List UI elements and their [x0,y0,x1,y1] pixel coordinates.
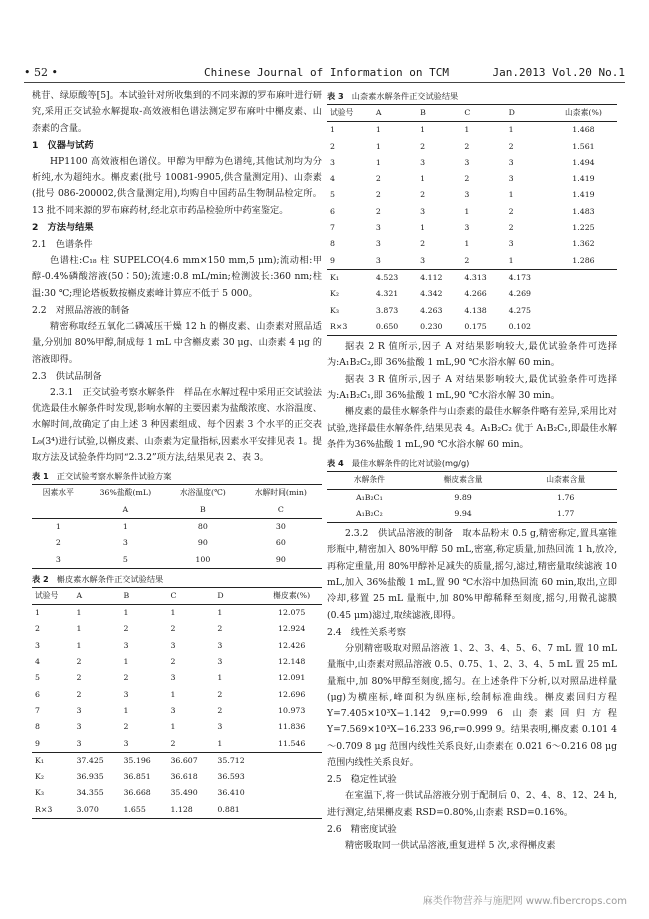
table-row [32,535,322,551]
table-cell: K₁ [327,269,373,286]
table-cell: 3 [170,673,176,683]
table-cell: 9 [330,255,335,265]
table-cell: 2 [217,705,223,715]
table-cell: 3 [508,174,514,184]
section-2-1-title: 2.1 色谱条件 [32,239,93,251]
table-cell: 3 [76,738,82,748]
table3-header: 山柰素(%) [565,108,602,117]
table2-header: A [76,590,83,600]
table-cell: 1 [464,125,470,135]
table-cell: 3 [55,554,61,564]
table-1-subheader [32,502,85,519]
table-cell: 35.490 [170,788,198,798]
table-cell: 6 [330,206,335,216]
table-cell: 1.77 [557,508,575,518]
table-4 [327,471,617,523]
table-cell: 3 [76,722,82,732]
table-cell: 1.225 [572,223,595,233]
table3-header: B [420,108,426,117]
table-cell: 5 [122,554,128,564]
table-1-subheader: C [277,504,284,514]
table-cell: 2 [76,689,82,699]
table-4-header: 槲皮素含量 [443,475,483,485]
table-cell: 2 [464,174,470,184]
table-cell: 1.362 [572,239,595,249]
table-cell: 3 [375,255,381,265]
table-cell: R×3 [330,321,348,331]
section-1-title: 1 仪器与试药 [32,139,94,151]
table-cell: 1.494 [572,157,595,167]
table-1-header: 36%盐酸(mL) [99,488,152,498]
table-cell: 4.138 [464,305,487,315]
table-row [327,236,617,252]
table-cell: 1 [375,141,381,151]
table-cell [550,286,617,302]
table-stat-row [32,785,322,801]
table-cell: 2 [464,141,470,151]
table-cell: 30 [275,521,286,531]
table-2 [32,587,322,819]
table-cell: 9.94 [454,508,472,518]
table-cell: 35.196 [120,752,167,769]
table-cell: 4 [35,657,40,667]
table-row [32,703,322,719]
table-cell: 10.973 [278,705,306,715]
table-cell: 3 [170,640,176,650]
table-cell: 1 [508,255,514,265]
table-cell: 12.148 [278,657,306,667]
table-1-header: 水浴温度(℃) [179,488,226,498]
table-row [32,518,322,535]
table-cell: 1 [76,640,82,650]
table-cell: 2 [217,624,223,634]
table2-header: 槲皮素(%) [273,590,311,600]
left-column [32,88,322,819]
section-2-2-paragraph: 精密称取经五氧化二磷减压干燥 12 h 的槲皮素、山柰素对照品适量,分别加 80%甲醇,制成每 1 mL 中含槲皮素 30 μg、山柰素 4 μg 的溶液即得。 [32,320,322,365]
table-2-caption [32,571,322,587]
table-cell: 1.468 [572,125,595,135]
table-cell: 1 [123,657,129,667]
table-stat-row [32,769,322,785]
table-cell: 2 [123,624,129,634]
table-cell: 3 [217,640,223,650]
table-stat-row [327,303,617,319]
table-cell: 1.483 [572,206,595,216]
table-4-caption [327,455,617,471]
table-cell: 5 [35,673,40,683]
table-cell: 0.102 [508,321,531,331]
table-cell: 2 [508,141,514,151]
table-cell: 34.355 [76,788,104,798]
table-cell: 2 [170,657,176,667]
table-cell: 1 [122,521,128,531]
table-cell: 11.836 [278,722,306,732]
table-cell: 35.712 [214,752,261,769]
table-cell: 36.668 [123,788,151,798]
table-cell: 60 [275,538,286,548]
table-cell: 2 [420,141,426,151]
table-cell: 3 [123,689,129,699]
table-cell: A₁B₂C₁ [356,492,383,502]
table-cell: 2 [123,722,129,732]
table-1-subheader: B [199,504,206,514]
table-stat-row [32,752,322,769]
table-cell: 80 [197,521,208,531]
table-cell: 0.881 [217,804,240,814]
table-1-header: 因素水平 [42,488,74,498]
table-cell: 1 [123,705,129,715]
table-cell: 1 [420,125,426,135]
table-cell: 2 [170,624,176,634]
table-cell: 12.075 [278,608,306,618]
table-3-analysis: 据表 3 R 值所示,因子 A 对结果影响较大,最优试验条件可选择为:A₁B₂C₁,即 36%盐酸 1 mL,90 ℃水浴水解 30 min。 [327,373,617,402]
table-row [327,187,617,203]
table2-header: D [217,590,224,600]
table-cell: 1 [170,608,176,618]
table-cell: 12.696 [278,689,306,699]
intro-paragraph: 桃苷、绿原酸等[5]。本试验针对所收集到的不同来源的罗布麻叶进行研究,采用正交试验水解提取-高效液相色谱法测定罗布麻叶中槲皮素、山柰素的含量。 [32,90,322,134]
running-header [24,66,625,83]
table-cell: 12.426 [278,640,306,650]
table-row [327,122,617,139]
section-2-5-paragraph: 在室温下,将一供试品溶液分别于配制后 0、2、4、8、12、24 h,进行测定,结果槲皮素 RSD=0.80%,山柰素 RSD=0.16%。 [327,790,617,818]
table-cell: 1.128 [170,804,193,814]
table-cell: 3 [35,640,40,650]
table-cell: 3.070 [76,804,99,814]
table2-header: 试验号 [35,590,59,600]
table-3-number: 表 3 [327,91,344,101]
table-cell: 7 [35,705,40,715]
table-cell: 2 [55,538,61,548]
table-cell: 90 [197,538,208,548]
table-2-number: 表 2 [32,573,49,584]
table-cell: 36.618 [170,772,198,782]
table-cell: 3 [420,255,426,265]
table-row [327,253,617,270]
table-cell: R×3 [35,804,53,814]
table-stat-row [32,802,322,819]
table-cell: 12.924 [278,624,306,634]
table-cell: 4.313 [461,269,505,286]
table-cell: 4.266 [464,289,487,299]
table-cell: 90 [275,554,286,564]
table-cell [261,769,322,785]
table-cell: 3 [464,190,470,200]
table-cell: 1 [330,125,335,135]
table-cell: 1 [375,125,381,135]
table-cell: 0.230 [420,321,443,331]
table-cell: 11.546 [278,738,306,748]
table-4-number: 表 4 [327,458,344,469]
table-row [32,638,322,654]
table-cell: 1 [464,239,470,249]
table-cell: 3.873 [375,305,399,315]
table-row [32,605,322,622]
table-cell: 4.112 [417,269,461,286]
table-cell: 2 [330,141,335,151]
table-cell: 4.321 [375,289,399,299]
section-2-4-title: 2.4 线性关系考察 [327,626,406,638]
table-cell: 3 [464,157,470,167]
table-cell: 1 [420,174,426,184]
table-cell: 1 [76,624,82,634]
table-cell: 1 [217,608,223,618]
table-stat-row [327,286,617,302]
table-cell: 36.593 [217,772,245,782]
right-column [327,88,617,854]
table-stat-row [327,269,617,286]
table-cell: 3 [420,157,426,167]
table-cell: 2 [464,255,470,265]
table-row [32,552,322,569]
table-cell: 3 [170,705,176,715]
table-cell: 2 [35,624,40,634]
table3-header: C [464,108,471,117]
table-cell: 4.342 [420,289,443,299]
table-cell: 3 [375,239,381,249]
table-cell: 1 [55,521,61,531]
table-cell: 2 [508,223,514,233]
table-cell: 5 [330,190,335,200]
table-row [32,654,322,670]
table3-header: A [375,108,382,117]
table-cell: 2 [375,190,381,200]
table-cell: 1 [170,722,176,732]
table-cell: 2 [76,657,82,667]
table-3-caption [327,88,617,104]
table-2-title: 槲皮素水解条件正交试验结果 [56,573,164,584]
table-cell: K₃ [330,305,339,315]
table-row [32,736,322,753]
table-3-title: 山柰素水解条件正交试验结果 [351,91,459,101]
table-cell [550,303,617,319]
table-cell: 1 [464,206,470,216]
table-cell: 3 [123,640,129,650]
table-row [327,506,617,523]
table2-header: B [123,590,130,600]
table-1-subheader: A [122,504,129,514]
table-1 [32,484,322,568]
table-cell: 1.419 [572,174,595,184]
table-row [32,670,322,686]
table-cell: 2 [170,738,176,748]
table-cell: 0.650 [375,321,399,331]
section-2-3-2-paragraph: 2.3.2 供试品溶液的制备 取本品粉末 0.5 g,精密称定,置具塞锥形瓶中,精密加入 80%甲醇 50 mL,密塞,称定质量,加热回流 1 h,放冷,再称定重量,用 80%甲醇补足减失的质量,摇匀,滤过,精密量取续滤液 10 mL,加入 36%盐酸 1 mL,置 90 ℃水浴中加热回流 60 min,取出,立即冷却,移置 25 mL 量瓶中,加 80%甲醇稀释至刻度,摇匀,用微孔滤膜(0.45 μm)滤过,取续滤液,即得。 [327,528,617,621]
table-cell: 4.269 [508,289,531,299]
table-cell: 2 [375,206,381,216]
section-2-3-1-paragraph: 2.3.1 正交试验考察水解条件 样品在水解过程中采用正交试验法优选最佳水解条件时发现,影响水解的主要因素为盐酸浓度、水浴温度、水解时间,故确定了由上述 3 种因素组成、每个因素 3 个水平的正交表 L₉(3⁴)进行试验,以槲皮素、山柰素为定量指标,因素水平安排见表 1。提取方法及试验条件均同“2.3.2”项方法,结果见表 2、表 3。 [32,386,322,464]
table-row [327,220,617,236]
table-cell: 3 [330,157,335,167]
table-4-header: 水解条件 [353,475,385,485]
table-cell: 3 [217,722,223,732]
journal-name: Chinese Journal of Information on TCM [204,66,450,79]
table-cell: 1 [35,608,40,618]
table-cell: 2 [375,174,381,184]
table-cell: 12.091 [278,673,306,683]
table-cell: 1.76 [557,492,575,502]
table-row [327,155,617,171]
table-cell: 2 [420,190,426,200]
table-cell [261,752,322,769]
table-cell: 3 [122,538,128,548]
table-3 [327,104,617,336]
table-row [327,489,617,506]
table-cell: 1 [123,608,129,618]
section-2-title: 2 方法与结果 [32,222,94,234]
table-cell: 9 [35,738,40,748]
table-cell: 1 [170,689,176,699]
table-cell: 1.286 [572,255,595,265]
table-cell [261,802,322,819]
table-1-title: 正交试验考察水解条件试验方案 [56,471,172,482]
table-stat-row [327,319,617,336]
table-cell: 9.89 [454,492,472,502]
table-row [32,621,322,637]
table-cell [261,785,322,801]
table-cell: 36.935 [76,772,104,782]
table-cell: 3 [508,239,514,249]
table-cell: 4 [330,174,335,184]
table-cell: 8 [330,239,335,249]
table-cell: 8 [35,722,40,732]
table-cell: 1 [508,190,514,200]
table2-header: C [170,590,177,600]
table3-header: 试验号 [330,108,354,117]
table-cell: 36.410 [217,788,245,798]
table-cell [550,319,617,336]
table-row [327,139,617,155]
table-cell: 1 [375,157,381,167]
table-row [32,719,322,735]
table-cell: K₂ [35,772,44,782]
table-cell [550,269,617,286]
table-cell: 2 [76,673,82,683]
table-cell: 1 [508,125,514,135]
table-cell: 3 [123,738,129,748]
table-cell: 1 [76,608,82,618]
table-cell: 4.173 [506,269,550,286]
table-cell: 1 [217,738,223,748]
table-cell: 2 [217,689,223,699]
section-2-2-title: 2.2 对照品溶液的制备 [32,304,130,316]
comparison-paragraph: 槲皮素的最佳水解条件与山柰素的最佳水解条件略有差异,采用比对试验,选择最佳水解条件,结果见表 4。A₁B₂C₂ 优于 A₁B₂C₁,即最佳水解条件为36%盐酸 1 mL,90 ℃水浴水解 60 min。 [327,406,617,450]
watermark: 麻类作物营养与施肥网 www.fibercrops.com [422,896,627,907]
table-cell: 4.263 [420,305,443,315]
table-cell: 7 [330,223,335,233]
table-cell: 3 [375,223,381,233]
table-cell: 1.561 [572,141,595,151]
table3-header: D [508,108,515,117]
table-cell: 36.851 [123,772,151,782]
table-cell: 3 [76,705,82,715]
table-4-header: 山柰素含量 [546,475,586,485]
table-cell: 2 [123,673,129,683]
table-1-header: 水解时间(min) [254,488,307,498]
table-cell: 37.425 [73,752,120,769]
section-1-paragraph: HP1100 高效液相色谱仪。甲醇为甲醇为色谱纯,其他试剂均为分析纯,水为超纯水。槲皮素(批号 10081-9905,供含量测定用)、山柰素(批号 086-200002,供含量测定用),均购自中国药品生物制品检定所。13 批不同来源的罗布麻药材,经北京市药品检验所中药室鉴定。 [32,155,322,216]
table-cell: K₂ [330,289,339,299]
table-row [32,687,322,703]
table-cell: 3 [508,157,514,167]
table-1-number: 表 1 [32,471,49,482]
table-cell: 6 [35,689,40,699]
table-row [327,171,617,187]
issue-info: Jan.2013 Vol.20 No.1 [492,66,625,79]
section-2-6-title: 2.6 精密度试验 [327,823,397,835]
table-cell: A₁B₂C₂ [356,508,383,518]
table-cell: 0.175 [464,321,487,331]
section-2-5-title: 2.5 稳定性试验 [327,774,397,786]
section-2-1-paragraph: 色谱柱:C₁₈ 柱 SUPELCO(4.6 mm×150 mm,5 μm);流动相:甲醇-0.4%磷酸溶液(50∶50);流速:0.8 mL/min;检测波长:360 nm;柱温:30 ℃;理论塔板数按槲皮素峰计算应不低于 5 000。 [32,255,322,299]
section-2-6-paragraph: 精密吸取同一供试品溶液,重复进样 5 次,求得槲皮素 [345,839,556,851]
table-4-title: 最佳水解条件的比对试验(mg/g) [351,458,470,469]
table-cell: 2 [420,239,426,249]
table-cell: 4.523 [373,269,417,286]
table-cell: 36.607 [167,752,214,769]
table-cell: 2 [508,206,514,216]
table-cell: 1.419 [572,190,595,200]
table-2-analysis: 据表 2 R 值所示,因子 A 对结果影响较大,最优试验条件可选择为:A₁B₂C₂,即 36%盐酸 1 mL,90 ℃水浴水解 60 min。 [327,341,617,369]
table-cell: 1 [420,223,426,233]
section-2-4-paragraph: 分别精密吸取对照品溶液 1、2、3、4、5、6、7 mL 置 10 mL 量瓶中,山柰素对照品溶液 0.5、0.75、1、2、3、4、5 mL 置 25 mL 量瓶中,加 80%甲醇至刻度,摇匀。在上述条件下分析,以对照品进样量(μg)为横座标,峰面积为纵座标,绘制标准曲线。槲皮素回归方程 Y=7.405×10³X−1.142 9,r=0.999 6 山柰素回归方程 Y=7.569×10³X−16.233 96,r=0.999 9。结果表明,槲皮素 0.101 4～0.709 8 μg 范围内线性关系良好,山柰素在 0.021 6～0.216 08 μg 范围内线性关系良好。 [327,642,617,768]
table-cell: 3 [464,223,470,233]
table-cell: 3 [420,206,426,216]
table-row [327,204,617,220]
table-1-caption [32,468,322,484]
section-2-3-title: 2.3 供试品制备 [32,370,102,382]
table-cell: 4.275 [508,305,531,315]
table-cell: K₁ [32,752,73,769]
table-cell: K₃ [35,788,44,798]
table-cell: 1.655 [123,804,146,814]
table-cell: 100 [195,554,211,564]
table-cell: 1 [217,673,223,683]
page-number: • 52 • [24,66,58,79]
table-cell: 3 [217,657,223,667]
